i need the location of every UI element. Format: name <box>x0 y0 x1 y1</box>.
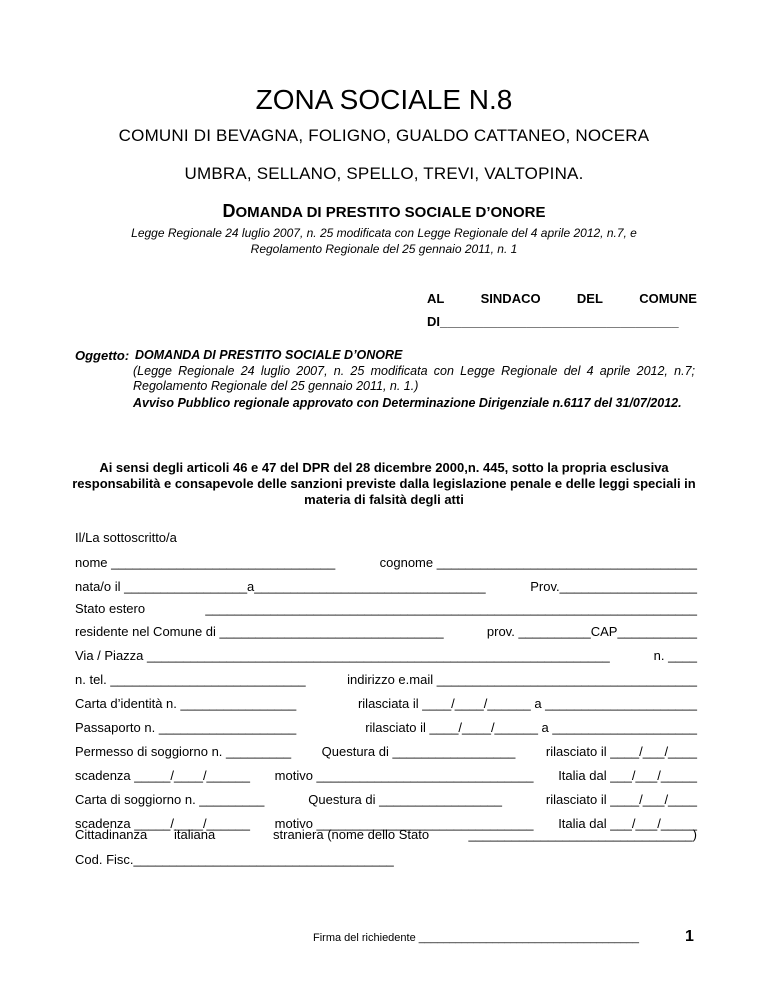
passport-row <box>75 720 697 735</box>
street-number-field[interactable]: n. ____ <box>653 648 697 663</box>
residence-permit-row <box>75 744 697 759</box>
subject-label: Oggetto: <box>75 348 130 363</box>
surname-field[interactable]: cognome ____________________________________ <box>379 555 697 570</box>
addressee-word: COMUNE <box>639 291 697 306</box>
foreign-state-row <box>75 601 697 616</box>
name-field[interactable]: nome _______________________________ <box>75 555 336 570</box>
phone-field[interactable]: n. tel. ___________________________ <box>75 672 306 687</box>
birth-province-field[interactable]: Prov.___________________ <box>530 579 697 594</box>
document-title-initial: D <box>222 201 236 221</box>
undersigned-label: Il/La sottoscritto/a <box>75 530 177 545</box>
municipalities-line-2: UMBRA, SELLANO, SPELLO, TREVI, VALTOPINA. <box>184 164 584 183</box>
foreign-state-name-field[interactable]: _______________________________) <box>468 827 697 842</box>
passport-issue-field[interactable]: rilasciato il ____/____/______ a ____________________ <box>365 720 697 735</box>
citizenship-label: Cittadinanza <box>75 827 148 842</box>
subject-law-reference: (Legge Regionale 24 luglio 2007, n. 25 modificata con Legge Regionale del 4 aprile 2012, n.7; Regolamento Regionale del 25 gennaio 2011, n. 1.) <box>133 364 695 393</box>
street-field[interactable]: Via / Piazza ________________________________________________________________ <box>75 648 610 663</box>
declaration-paragraph: Ai sensi degli articoli 46 e 47 del DPR del 28 dicembre 2000,n. 445, sotto la propria esclusiva responsabilità e consapevole delle sanzioni previste dalla legislazione penale e delle leggi speciali in materia di falsità degli atti <box>72 460 696 507</box>
foreign-state-field[interactable]: ____________________________________________________________________ <box>205 601 697 616</box>
residence-card-row <box>75 792 697 807</box>
address-row <box>75 648 697 663</box>
tax-code-field[interactable]: Cod. Fisc.____________________________________ <box>75 852 394 867</box>
applicant-signature-field[interactable]: Firma del richiedente ____________________________________ <box>313 932 640 944</box>
permit-reason-field[interactable]: motivo ______________________________ <box>274 768 534 783</box>
addressee-word: AL <box>427 291 445 306</box>
id-card-row <box>75 696 697 711</box>
residence-card-questura-field[interactable]: Questura di _________________ <box>308 792 503 807</box>
permit-expiry-field[interactable]: scadenza _____/____/______ <box>75 768 250 783</box>
subject-public-notice: Avviso Pubblico regionale approvato con Determinazione Dirigenziale n.6117 del 31/07/2012. <box>133 396 682 410</box>
permit-expiry-row <box>75 768 697 783</box>
residence-comune-field[interactable]: residente nel Comune di _______________________________ <box>75 624 444 639</box>
foreign-state-label: Stato estero <box>75 601 146 616</box>
permit-issue-date-field[interactable]: rilasciato il ____/___/____ <box>545 744 697 759</box>
law-reference-line-1: Legge Regionale 24 luglio 2007, n. 25 modificata con Legge Regionale del 4 aprile 2012, n.7, e <box>131 226 637 240</box>
residence-card-in-italy-since-field[interactable]: Italia dal ___/___/_____ <box>558 816 697 831</box>
residence-card-expiry-field[interactable]: scadenza _____/____/______ <box>75 816 250 831</box>
province-cap-field[interactable]: prov. __________CAP___________ <box>486 624 697 639</box>
permit-questura-field[interactable]: Questura di _________________ <box>321 744 516 759</box>
id-card-number-field[interactable]: Carta d’identità n. ________________ <box>75 696 297 711</box>
subject-title: DOMANDA DI PRESTITO SOCIALE D’ONORE <box>135 348 403 362</box>
id-card-issue-field[interactable]: rilasciata il ____/____/______ a _____________________ <box>357 696 697 711</box>
residence-row <box>75 624 697 639</box>
addressee-word: DEL <box>576 291 603 306</box>
addressee-word: SINDACO <box>480 291 541 306</box>
residence-card-number-field[interactable]: Carta di soggiorno n. _________ <box>75 792 265 807</box>
law-reference-line-2: Regolamento Regionale del 25 gennaio 2011, n. 1 <box>250 242 518 256</box>
document-title-rest: OMANDA DI PRESTITO SOCIALE D’ONORE <box>235 204 546 221</box>
birth-date-place-field[interactable]: nata/o il _________________a________________________________ <box>75 579 486 594</box>
permit-in-italy-since-field[interactable]: Italia dal ___/___/_____ <box>558 768 697 783</box>
page-title: ZONA SOCIALE N.8 <box>255 84 513 115</box>
residence-card-reason-field[interactable]: motivo ______________________________ <box>274 816 534 831</box>
residence-card-issue-date-field[interactable]: rilasciato il ____/___/____ <box>545 792 697 807</box>
page-number: 1 <box>685 928 694 945</box>
addressee-comune-field[interactable]: DI_________________________________ <box>427 314 679 329</box>
addressee-line-1 <box>427 291 697 306</box>
document-title <box>0 201 768 222</box>
name-row <box>75 555 697 570</box>
contact-row <box>75 672 697 687</box>
municipalities-line-1: COMUNI DI BEVAGNA, FOLIGNO, GUALDO CATTANEO, NOCERA <box>118 126 650 145</box>
birth-row <box>75 579 697 594</box>
permit-number-field[interactable]: Permesso di soggiorno n. _________ <box>75 744 292 759</box>
passport-number-field[interactable]: Passaporto n. ___________________ <box>75 720 297 735</box>
citizenship-italian-option[interactable]: italiana <box>174 827 216 842</box>
citizenship-foreign-option[interactable]: straniera (nome dello Stato <box>273 827 430 842</box>
email-field[interactable]: indirizzo e.mail ____________________________________ <box>347 672 697 687</box>
